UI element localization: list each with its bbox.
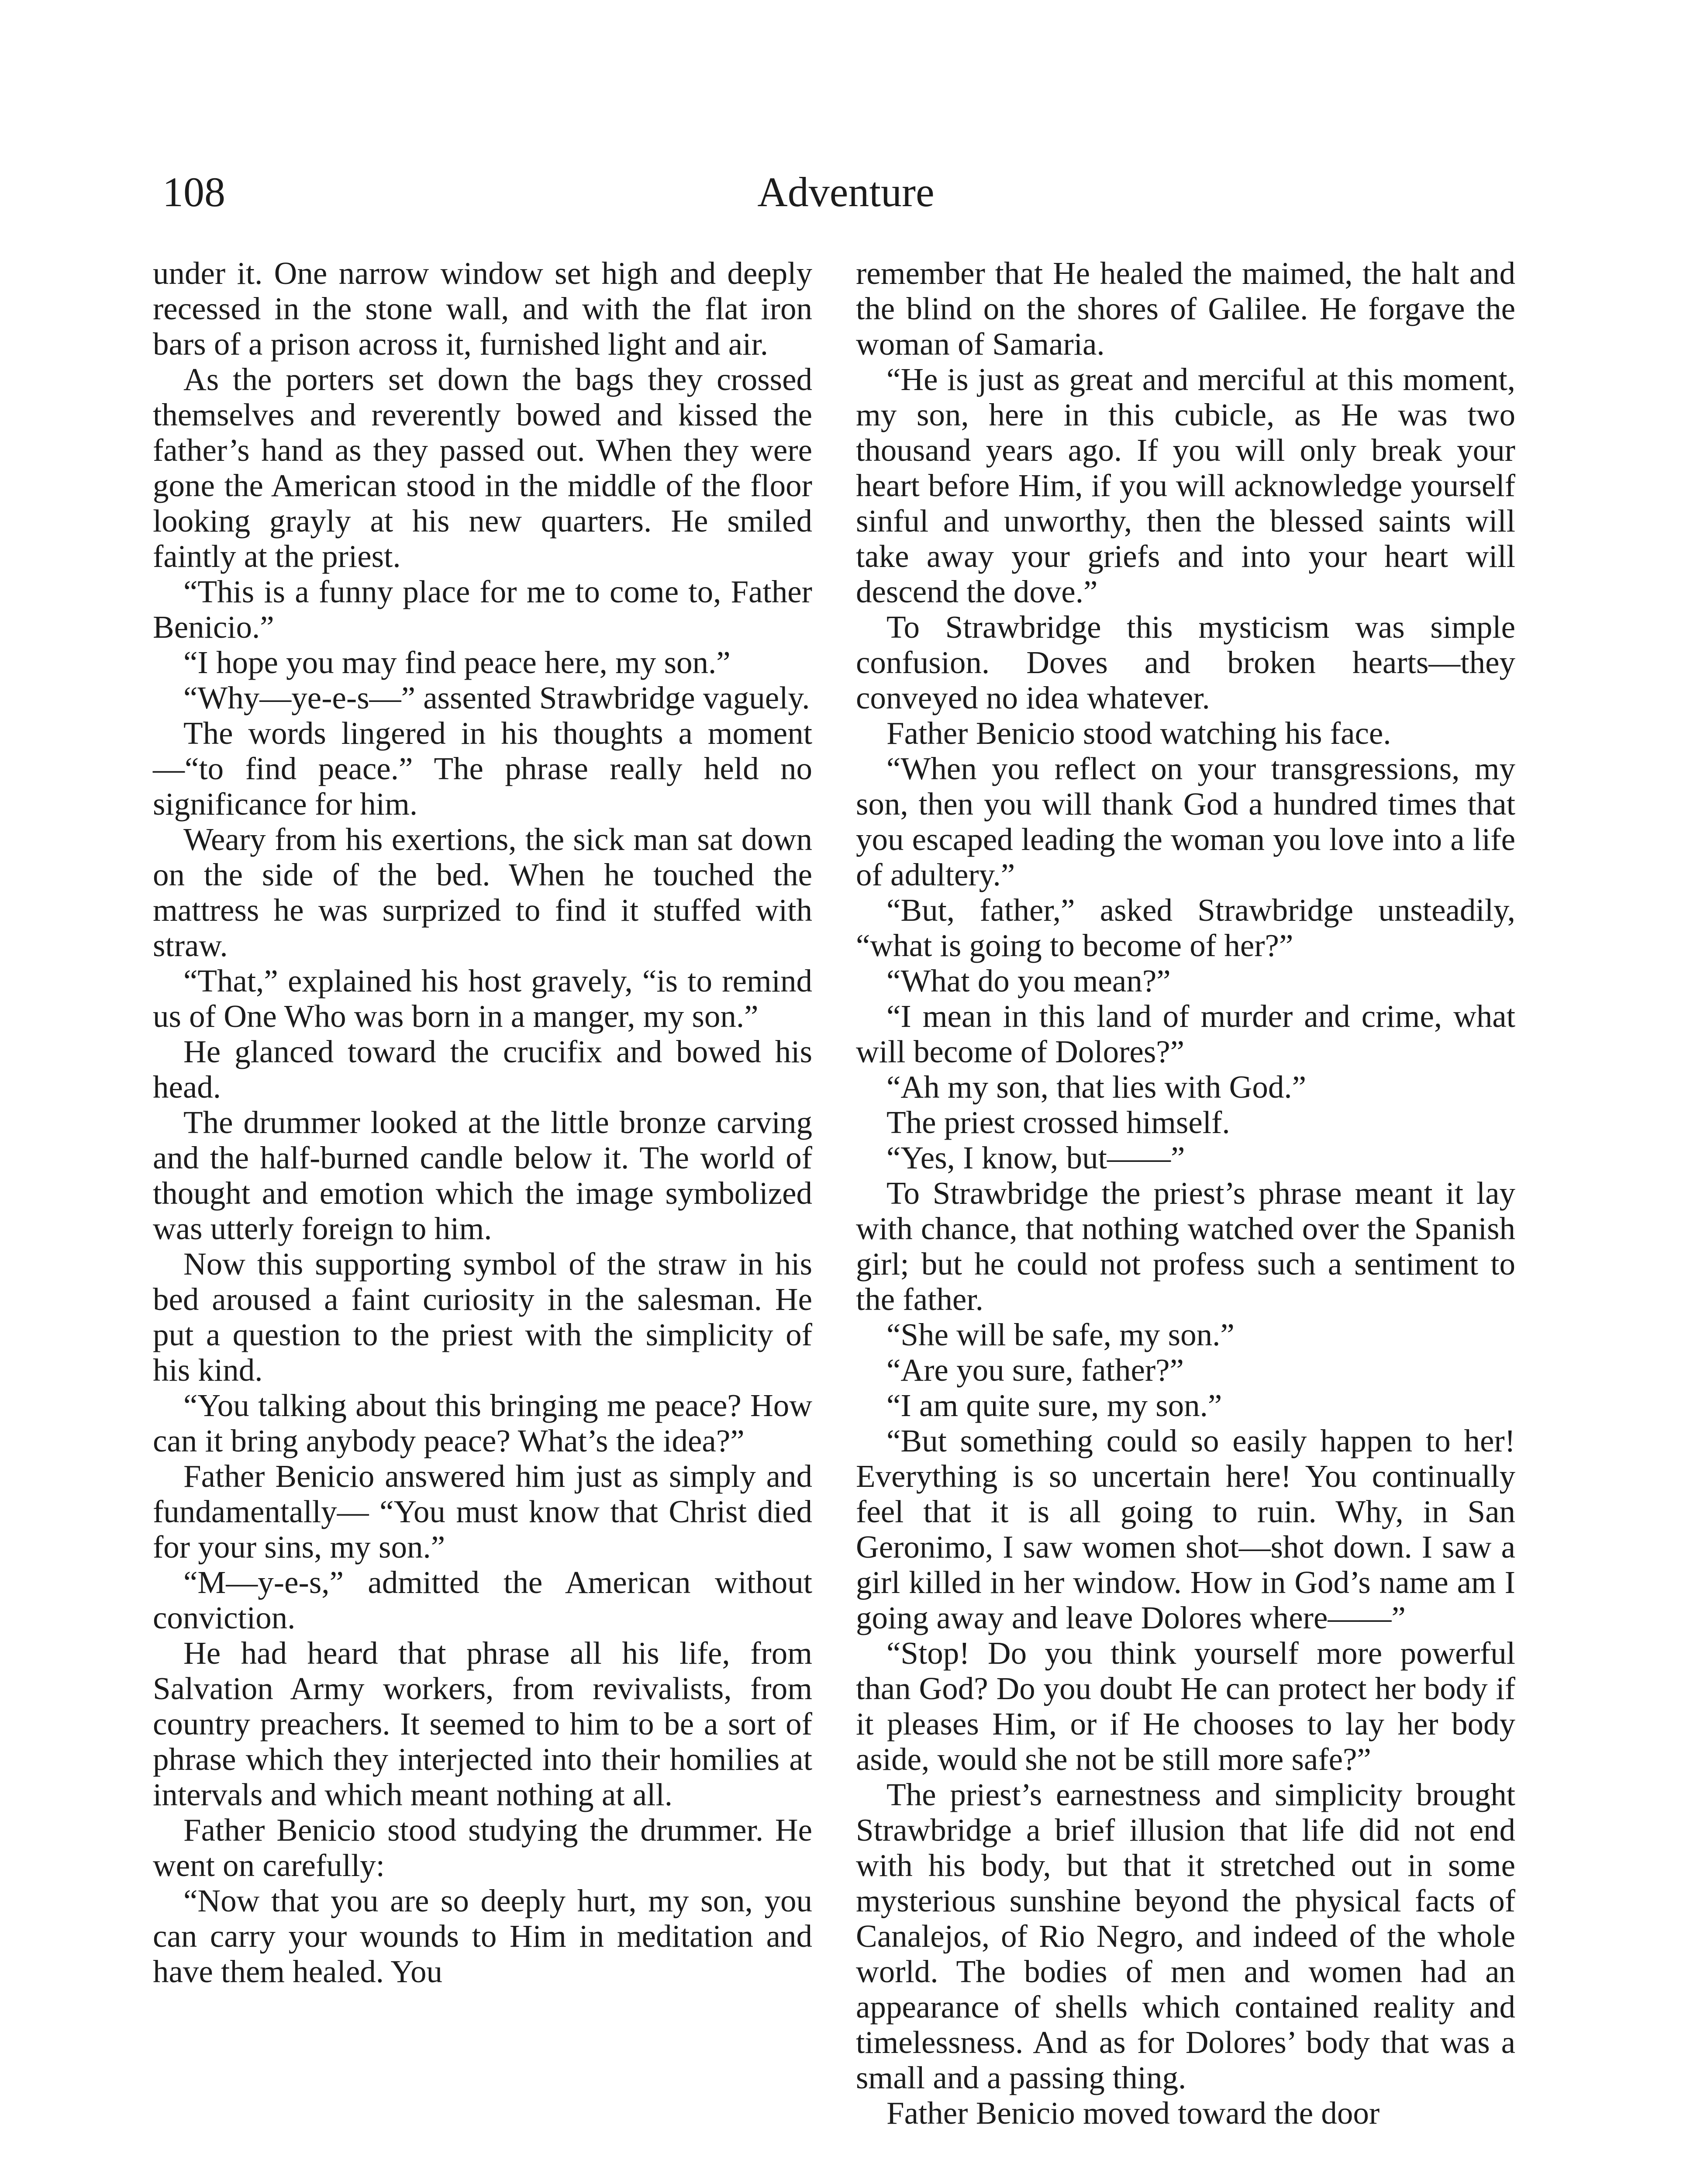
paragraph: “I mean in this land of murder and crime, what will become of Dolores?” <box>856 999 1515 1069</box>
paragraph: Father Benicio moved toward the door <box>886 2095 1380 2131</box>
paragraph: “He is just as great and merciful at this moment, my son, here in this cubicle, as He was two thousand years ago. If you will only break your heart before Him, if you will acknowledge yourself sinful and unworthy, then the blessed saints will take away your griefs and into your heart will descend the dove.” <box>856 362 1515 609</box>
paragraph: To Strawbridge the priest’s phrase meant it lay with chance, that nothing watched over the Spanish girl; but he could not profess such a sentiment to the father. <box>856 1175 1515 1317</box>
paragraph: “She will be safe, my son.” <box>886 1317 1235 1352</box>
paragraph: He glanced toward the crucifix and bowed his head. <box>153 1034 812 1105</box>
paragraph: under it. One narrow window set high and deeply recessed in the stone wall, and with the flat iron bars of a prison across it, furnished light and air. <box>153 256 812 362</box>
paragraph: The drummer looked at the little bronze carving and the half-burned candle below it. The world of thought and emotion which the image symbolized was utterly foreign to him. <box>153 1105 812 1246</box>
paragraph: “This is a funny place for me to come to, Father Benicio.” <box>153 574 812 645</box>
paragraph: “That,” explained his host gravely, “is to remind us of One Who was born in a manger, my son.” <box>153 963 812 1034</box>
paragraph: “When you reflect on your transgressions, my son, then you will thank God a hundred times that you escaped leading the woman you love into a life of adultery.” <box>856 751 1515 892</box>
text-column-left <box>153 256 812 1989</box>
paragraph: The priest’s earnestness and simplicity brought Strawbridge a brief illusion that life did not end with his body, but that it stretched out in some mysterious sunshine beyond the physical facts of Canalejos, of Rio Negro, and indeed of the whole world. The bodies of men and women had an appearance of shells which contained reality and timelessness. And as for Dolores’ body that was a small and a passing thing. <box>856 1777 1515 2095</box>
paragraph: “Are you sure, father?” <box>886 1352 1184 1388</box>
paragraph: remember that He healed the maimed, the halt and the blind on the shores of Galilee. He forgave the woman of Samaria. <box>856 256 1515 362</box>
paragraph: “What do you mean?” <box>886 963 1171 999</box>
paragraph: “M—y-e-s,” admitted the American without conviction. <box>153 1565 812 1635</box>
paragraph: The words lingered in his thoughts a moment—“to find peace.” The phrase really held no significance for him. <box>153 715 812 822</box>
paragraph: “Stop! Do you think yourself more powerful than God? Do you doubt He can protect her body if it pleases Him, or if He chooses to lay her body aside, would she not be still more safe?” <box>856 1635 1515 1777</box>
paragraph: “Why—ye-e-s—” assented Strawbridge vaguely. <box>183 680 810 715</box>
paragraph: “You talking about this bringing me peace? How can it bring anybody peace? What’s the idea?” <box>153 1388 812 1458</box>
page-header <box>162 162 1529 223</box>
paragraph: “But, father,” asked Strawbridge unsteadily, “what is going to become of her?” <box>856 892 1515 963</box>
paragraph: Father Benicio stood studying the drummer. He went on carefully: <box>153 1812 812 1883</box>
paragraph: Father Benicio answered him just as simply and fundamentally— “You must know that Christ died for your sins, my son.” <box>153 1458 812 1565</box>
paragraph: To Strawbridge this mysticism was simple confusion. Doves and broken hearts—they conveyed no idea whatever. <box>856 609 1515 715</box>
running-title: Adventure <box>757 169 935 215</box>
paragraph: He had heard that phrase all his life, from Salvation Army workers, from revivalists, from country preachers. It seemed to him to be a sort of phrase which they interjected into their homilies at intervals and which meant nothing at all. <box>153 1635 812 1812</box>
paragraph: “But something could so easily happen to her! Everything is so uncertain here! You continually feel that it is all going to ruin. Why, in San Geronimo, I saw women shot—shot down. I saw a girl killed in her window. How in God’s name am I going away and leave Dolores where——” <box>856 1423 1515 1635</box>
paragraph: Father Benicio stood watching his face. <box>886 715 1391 751</box>
paragraph: “I hope you may find peace here, my son.” <box>183 645 731 680</box>
paragraph: Weary from his exertions, the sick man sat down on the side of the bed. When he touched the mattress he was surprized to find it stuffed with straw. <box>153 822 812 963</box>
text-column-right <box>856 256 1515 2131</box>
paragraph: “Yes, I know, but——” <box>886 1140 1185 1175</box>
paragraph: “Ah my son, that lies with God.” <box>886 1069 1307 1105</box>
paragraph: As the porters set down the bags they crossed themselves and reverently bowed and kissed the father’s hand as they passed out. When they were gone the American stood in the middle of the floor looking grayly at his new quarters. He smiled faintly at the priest. <box>153 362 812 574</box>
paragraph: “I am quite sure, my son.” <box>886 1388 1222 1423</box>
page-number: 108 <box>162 169 225 215</box>
paragraph: The priest crossed himself. <box>886 1105 1230 1140</box>
paragraph: Now this supporting symbol of the straw in his bed aroused a faint curiosity in the salesman. He put a question to the priest with the simplicity of his kind. <box>153 1246 812 1388</box>
paragraph: “Now that you are so deeply hurt, my son, you can carry your wounds to Him in meditation and have them healed. You <box>153 1883 812 1989</box>
